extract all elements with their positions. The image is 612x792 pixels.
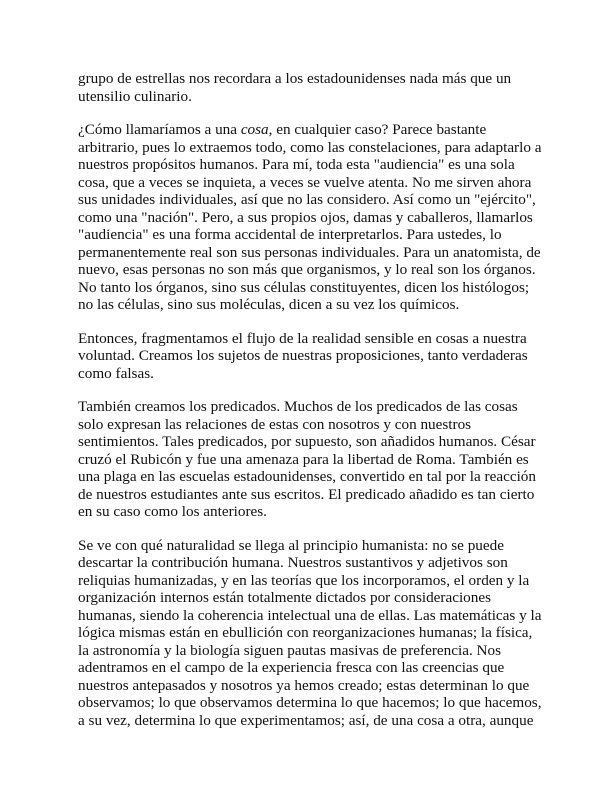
paragraph-2-emphasis: cosa, [240, 121, 273, 138]
document-page [78, 70, 542, 729]
paragraph-2-text-start: ¿Cómo llamaríamos a una [78, 121, 241, 138]
paragraph-5: Se ve con qué naturalidad se llega al principio humanista: no se puede descartar la contribución humana. Nuestros sustantivos y adjetivos son reliquias humanizadas, y en las teorías que los incorporamos, el orden y la organización internos están totalmente dictados por consideraciones humanas, siendo la coherencia intelectual una de ellas. Las matemáticas y la lógica mismas están en ebullición con reorganizaciones humanas; la física, la astronomía y la biología siguen pautas masivas de preferencia. Nos adentramos en el campo de la experiencia fresca con las creencias que nuestros antepasados y nosotros ya hemos creado; estas determinan lo que observamos; lo que observamos determina lo que hacemos; lo que hacemos, a su vez, determina lo que experimentamos; así, de una cosa a otra, aunque [78, 536, 542, 729]
paragraph-4: También creamos los predicados. Muchos de los predicados de las cosas solo expresan las relaciones de estas con nosotros y con nuestros sentimientos. Tales predicados, por supuesto, son añadidos humanos. César cruzó el Rubicón y fue una amenaza para la libertad de Roma. También es una plaga en las escuelas estadounidenses, convertido en tal por la reacción de nuestros estudiantes ante sus escritos. El predicado añadido es tan cierto en su caso como los anteriores. [78, 398, 536, 520]
paragraph-3: Entonces, fragmentamos el flujo de la realidad sensible en cosas a nuestra voluntad. Creamos los sujetos de nuestras proposiciones, tanto verdaderas como falsas. [78, 329, 528, 382]
paragraph-2 [78, 121, 542, 314]
paragraph-1: grupo de estrellas nos recordara a los estadounidenses nada más que un utensilio culinario. [78, 70, 512, 105]
paragraph-2-text-end: en cualquier caso? Parece bastante arbitrario, pues lo extraemos todo, como las constelaciones, para adaptarlo a nuestros propósitos humanos. Para mí, toda esta "audiencia" es una sola cosa, que a veces se inquieta, a veces se vuelve atenta. No me sirven ahora sus unidades individuales, así que no las considero. Así como un "ejército", como una "nación". Pero, a sus propios ojos, damas y caballeros, llamarlos "audiencia" es una forma accidental de interpretarlos. Para ustedes, lo permanentemente real son sus personas individuales. Para un anatomista, de nuevo, esas personas no son más que organismos, y lo real son los órganos. No tanto los órganos, sino sus células constituyentes, dicen los histólogos; no las células, sino sus moléculas, dicen a su vez los químicos. [78, 121, 542, 313]
